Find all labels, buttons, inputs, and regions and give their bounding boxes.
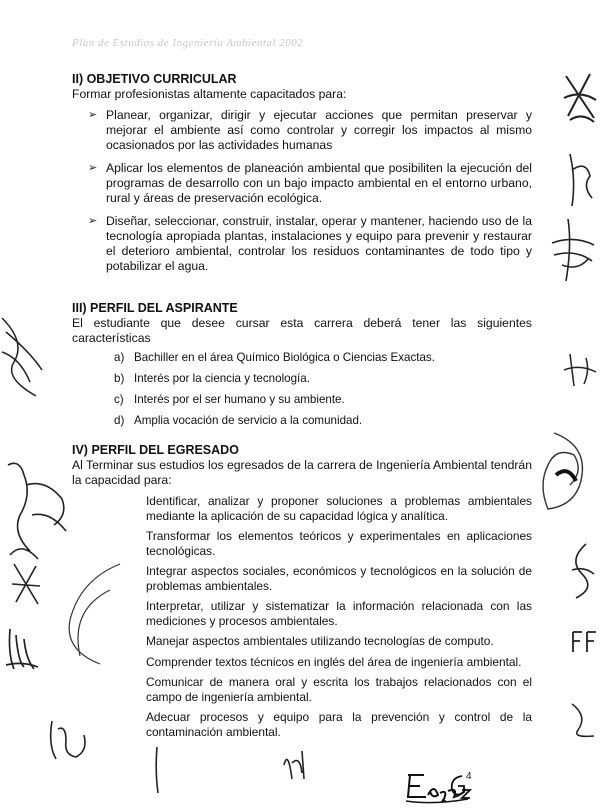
arrow-bullet-icon: ➢ bbox=[88, 215, 98, 227]
arrow-bullet-icon: ➢ bbox=[88, 109, 98, 121]
list-item: Comunicar de manera oral y escrita los trabajos relacionados con el campo de ingeniería ambiental. bbox=[146, 675, 532, 704]
list-item: Integrar aspectos sociales, económicos y tecnológicos en la solución de problemas ambientales. bbox=[146, 564, 532, 593]
list-item: Manejar aspectos ambientales utilizando tecnologías de computo. bbox=[146, 634, 494, 648]
section-objetivo-curricular bbox=[72, 72, 532, 274]
document-content bbox=[72, 72, 532, 745]
signature-mark bbox=[570, 630, 600, 654]
section-title: IV) PERFIL DEL EGRESADO bbox=[72, 443, 239, 457]
list-item: c) Interés por el ser humano y su ambiente. bbox=[114, 393, 345, 406]
section-title: III) PERFIL DEL ASPIRANTE bbox=[72, 301, 238, 315]
signature-mark bbox=[0, 312, 50, 402]
signature-mark bbox=[278, 745, 318, 785]
signature-mark bbox=[568, 700, 600, 740]
signature-mark bbox=[534, 425, 594, 515]
signature-mark bbox=[8, 560, 44, 610]
section-intro: El estudiante que desee cursar esta carrera deberá tener las siguientes características bbox=[72, 316, 532, 345]
signature-mark bbox=[562, 150, 598, 210]
list-item: Adecuar procesos y equipo para la prevención y control de la contaminación ambiental. bbox=[146, 710, 532, 739]
running-header: Plan de Estudios de Ingeniería Ambiental 2002 bbox=[72, 37, 304, 49]
page-number: 4 bbox=[466, 771, 472, 782]
section-title: II) OBJETIVO CURRICULAR bbox=[72, 72, 237, 86]
list-item: ➢ Diseñar, seleccionar, construir, instalar, operar y mantener, haciendo uso de la tecnología apropiada plantas, instalaciones y equipo para prevenir y restaurar el deterioro ambiental, controlar los residuos contaminantes de todo tipo y potabilizar el agua. bbox=[88, 214, 532, 273]
aspirant-profile-list bbox=[72, 350, 532, 428]
section-intro: Formar profesionistas altamente capacitados para: bbox=[72, 87, 347, 101]
list-item: ➢ Planear, organizar, dirigir y ejecutar acciones que permitan preservar y mejorar el ambiente así como controlar y corregir los impactos al mismo ocasionados por las actividades humanas bbox=[88, 108, 532, 152]
section-intro: Al Terminar sus estudios los egresados de la carrera de Ingeniería Ambiental tendrán la capacidad para: bbox=[72, 458, 532, 487]
list-item: a) Bachiller en el área Químico Biológica o Ciencias Exactas. bbox=[114, 351, 435, 364]
list-item: Interpretar, utilizar y sistematizar la información relacionada con las mediciones y procesos ambientales. bbox=[146, 599, 532, 628]
signature-mark bbox=[548, 215, 600, 285]
signature-mark bbox=[562, 540, 600, 600]
list-item: Comprender textos técnicos en inglés del área de ingeniería ambiental. bbox=[146, 654, 522, 669]
signature-mark bbox=[150, 745, 164, 795]
list-item: ➢ Aplicar los elementos de planeación ambiental que posibiliten la ejecución del programas de desarrollo con un bajo impacto ambiental en el entorno urbano, rural y áreas de preservación ecológica. bbox=[88, 161, 532, 205]
arrow-bullet-icon: ➢ bbox=[88, 162, 98, 174]
list-item: Transformar los elementos teóricos y experimentales en aplicaciones tecnológicas. bbox=[146, 529, 532, 558]
handwritten-signature-edgar bbox=[404, 765, 470, 805]
graduate-profile-list bbox=[72, 494, 532, 739]
signature-mark bbox=[560, 350, 600, 390]
section-perfil-aspirante bbox=[72, 301, 532, 428]
objectives-list bbox=[72, 108, 532, 274]
list-item: d) Amplia vocación de servicio a la comunidad. bbox=[114, 414, 363, 427]
signature-mark bbox=[2, 455, 74, 565]
section-perfil-egresado bbox=[72, 443, 532, 739]
signature-mark bbox=[560, 68, 600, 128]
signature-mark bbox=[4, 625, 40, 675]
list-item: b) Interés por la ciencia y tecnología. bbox=[114, 372, 310, 385]
list-item: Identificar, analizar y proponer soluciones a problemas ambientales mediante la aplicación de su capacidad lógica y analítica. bbox=[146, 494, 532, 523]
